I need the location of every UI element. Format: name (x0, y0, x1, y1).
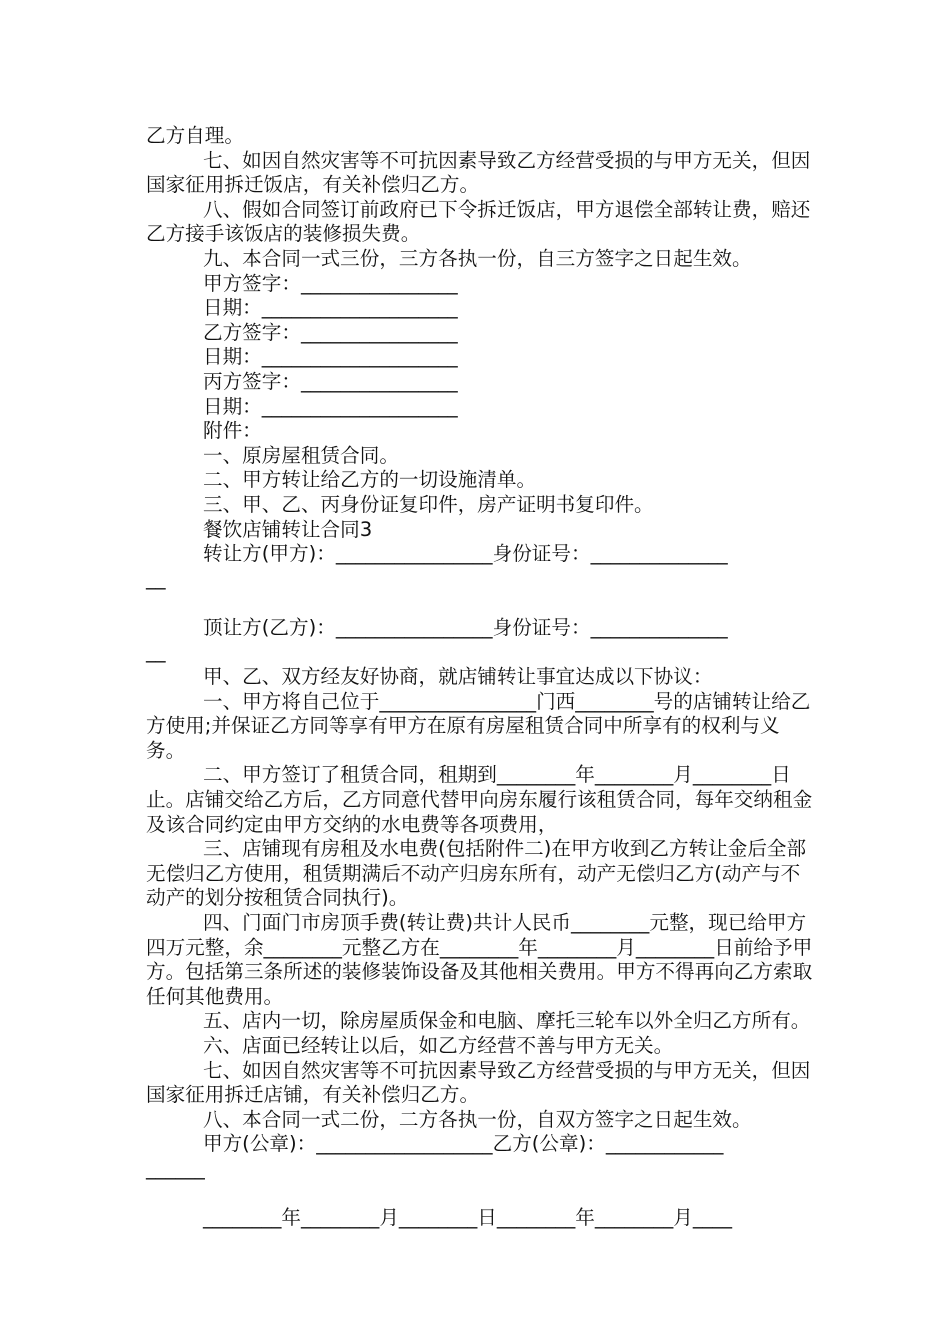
article-5: 五、店内一切，除房屋质保金和电脑、摩托三轮车以外全归乙方所有。 (203, 1009, 811, 1033)
clause-8: 八、假如合同签订前政府已下令拆迁饭店，甲方退偿全部转让费，赔还乙方接手该饭店的装修损失费。 (146, 197, 811, 246)
article-6: 六、店面已经转让以后，如乙方经营不善与甲方无关。 (203, 1033, 674, 1057)
date-fill-line: ________年________月________日________年________月____ (203, 1206, 733, 1230)
party-c-signature: 丙方签字：________________ (203, 369, 458, 393)
date-line: 日期：____________________ (203, 296, 458, 320)
text-line: 乙方自理。 (146, 124, 244, 147)
date-line: 日期：____________________ (203, 345, 458, 369)
agreement-intro: 甲、乙、双方经友好协商，就店铺转让事宜达成以下协议： (203, 665, 713, 689)
seal-line: 甲方(公章)：__________________乙方(公章)：____________ (203, 1132, 724, 1156)
transferee-line: 顶让方(乙方)：________________身份证号：______________ (203, 615, 728, 639)
attachment-item: 三、甲、乙、丙身份证复印件，房产证明书复印件。 (203, 492, 654, 516)
article-4: 四、门面门市房顶手费(转让费)共计人民币________元整，现已给甲方四万元整，余________元整乙方在________年________月________日前给予甲方。包括第三条所述的装修装饰设备及其他相关费用。甲方不得再向乙方索取任何其他费用。 (146, 911, 813, 1008)
clause-9: 九、本合同一式三份，三方各执一份，自三方签字之日起生效。 (203, 246, 752, 270)
article-8: 八、本合同一式二份，二方各执一份，自双方签字之日起生效。 (203, 1107, 752, 1131)
article-2: 二、甲方签订了租赁合同，租期到________年________月________日止。店铺交给乙方后，乙方同意代替甲向房东履行该租赁合同，每年交纳租金及该合同约定由甲方交纳的水电费等各项费用， (146, 763, 813, 836)
blank-continuation: __ (146, 640, 166, 664)
blank-continuation: ______ (146, 1156, 205, 1180)
transferor-line: 转让方(甲方)：________________身份证号：______________ (203, 542, 728, 566)
attachment-item: 一、原房屋租赁合同。 (203, 443, 399, 467)
date-line: 日期：____________________ (203, 394, 458, 418)
article-7: 七、如因自然灾害等不可抗因素导致乙方经营受损的与甲方无关，但因国家征用拆迁店铺，有关补偿归乙方。 (146, 1058, 811, 1107)
article-1: 一、甲方将自己位于________________门西________号的店铺转让给乙方使用;并保证乙方同等享有甲方在原有房屋租赁合同中所享有的权利与义务。 (146, 689, 811, 762)
document-page (146, 124, 816, 1231)
attachments-heading: 附件： (203, 419, 262, 443)
section-title: 餐饮店铺转让合同3 (203, 517, 373, 541)
article-3: 三、店铺现有房租及水电费(包括附件二)在甲方收到乙方转让金后全部无偿归乙方使用，租赁期满后不动产归房东所有，动产无偿归乙方(动产与不动产的划分按租赁合同执行)。 (146, 837, 807, 910)
clause-7: 七、如因自然灾害等不可抗因素导致乙方经营受损的与甲方无关，但因国家征用拆迁饭店，有关补偿归乙方。 (146, 148, 811, 197)
blank-continuation: __ (146, 566, 166, 590)
attachment-item: 二、甲方转让给乙方的一切设施清单。 (203, 468, 537, 492)
party-a-signature: 甲方签字：________________ (203, 271, 458, 295)
party-b-signature: 乙方签字：________________ (203, 320, 458, 344)
